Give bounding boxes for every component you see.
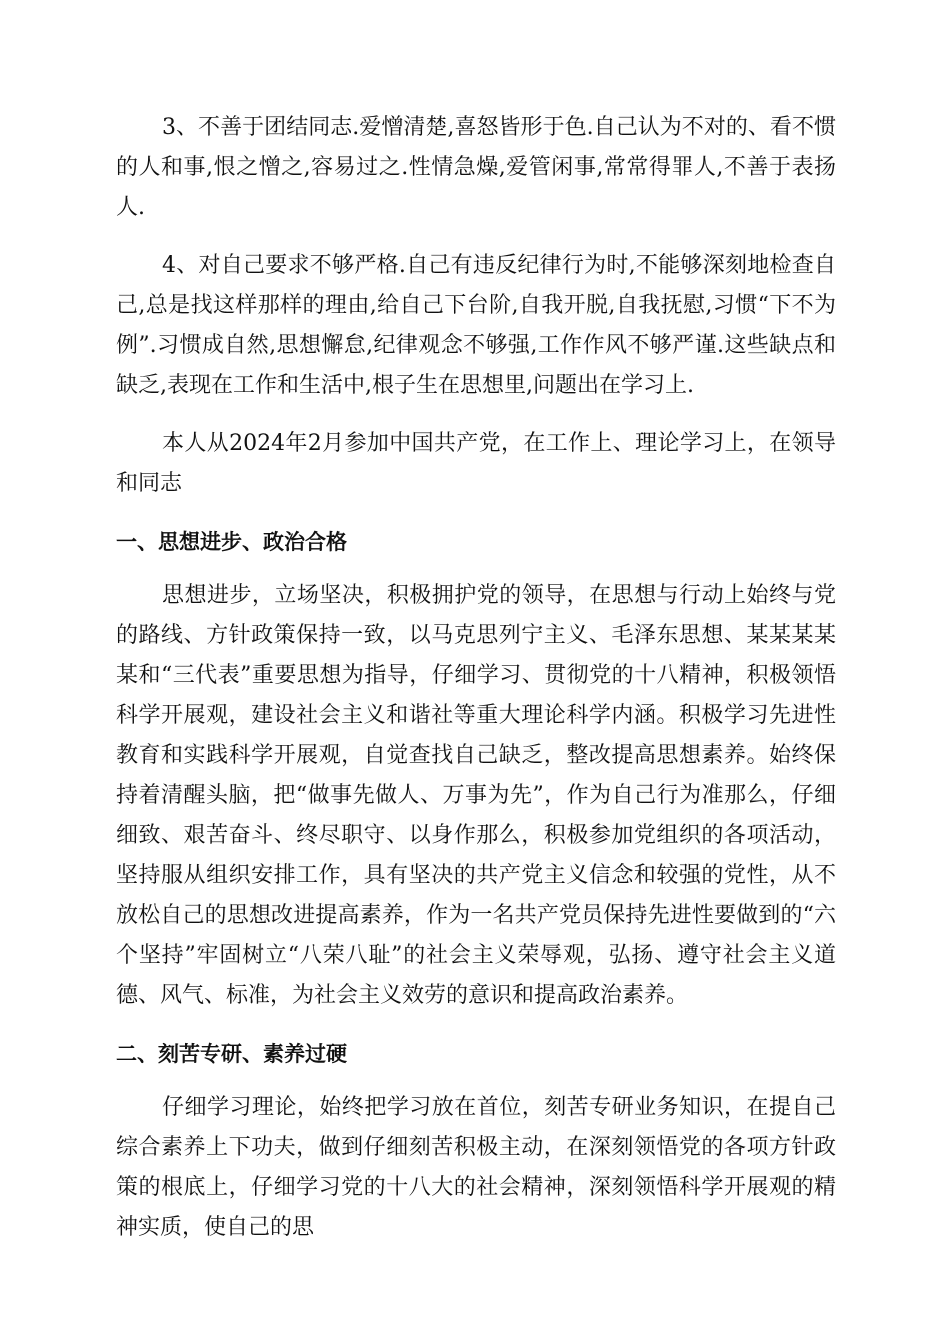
paragraph-section-1: 思想进步，立场坚决，积极拥护党的领导，在思想与行动上始终与党的路线、方针政策保持一致，以马克思列宁主义、毛泽东思想、某某某某某和“三代表”重要思想为指导，仔细学习、贯彻党的十八精神，积极领悟科学开展观，建设社会主义和谐社等重大理论科学内涵。积极学习先进性教育和实践科学开展观，自觉查找自己缺乏，整改提高思想素养。始终保持着清醒头脑，把“做事先做人、万事为先”，作为自己行为准那么，仔细细致、艰苦奋斗、终尽职守、以身作那么，积极参加党组织的各项活动，坚持服从组织安排工作，具有坚决的共产党主义信念和较强的党性，从不放松自己的思想改进提高素养，作为一名共产党员保持先进性要做到的“六个坚持”牢固树立“八荣八耻”的社会主义荣辱观，弘扬、遵守社会主义道德、风气、标准，为社会主义效劳的意识和提高政治素养。 <box>116 583 836 1008</box>
document-page <box>116 108 836 1248</box>
paragraph-intro: 本人从2024年2月参加中国共产党，在工作上、理论学习上，在领导和同志 <box>116 431 836 496</box>
paragraph-point-3: 3、不善于团结同志.爱憎清楚,喜怒皆形于色.自己认为不对的、看不惯的人和事,恨之憎之,容易过之.性情急燥,爱管闲事,常常得罪人,不善于表扬人. <box>116 115 836 220</box>
section-heading-2: 二、刻苦专研、素养过硬 <box>116 1042 347 1066</box>
paragraph-section-2: 仔细学习理论，始终把学习放在首位，刻苦专研业务知识，在提自己综合素养上下功夫，做到仔细刻苦积极主动，在深刻领悟党的各项方针政策的根底上，仔细学习党的十八大的社会精神，深刻领悟科学开展观的精神实质，使自己的思 <box>116 1095 836 1240</box>
section-heading-1: 一、思想进步、政治合格 <box>116 530 347 554</box>
paragraph-point-4: 4、对自己要求不够严格.自己有违反纪律行为时,不能够深刻地检查自己,总是找这样那样的理由,给自己下台阶,自我开脱,自我抚慰,习惯“下不为例”.习惯成自然,思想懈怠,纪律观念不够强,工作作风不够严谨.这些缺点和缺乏,表现在工作和生活中,根子生在思想里,问题出在学习上. <box>116 253 836 398</box>
